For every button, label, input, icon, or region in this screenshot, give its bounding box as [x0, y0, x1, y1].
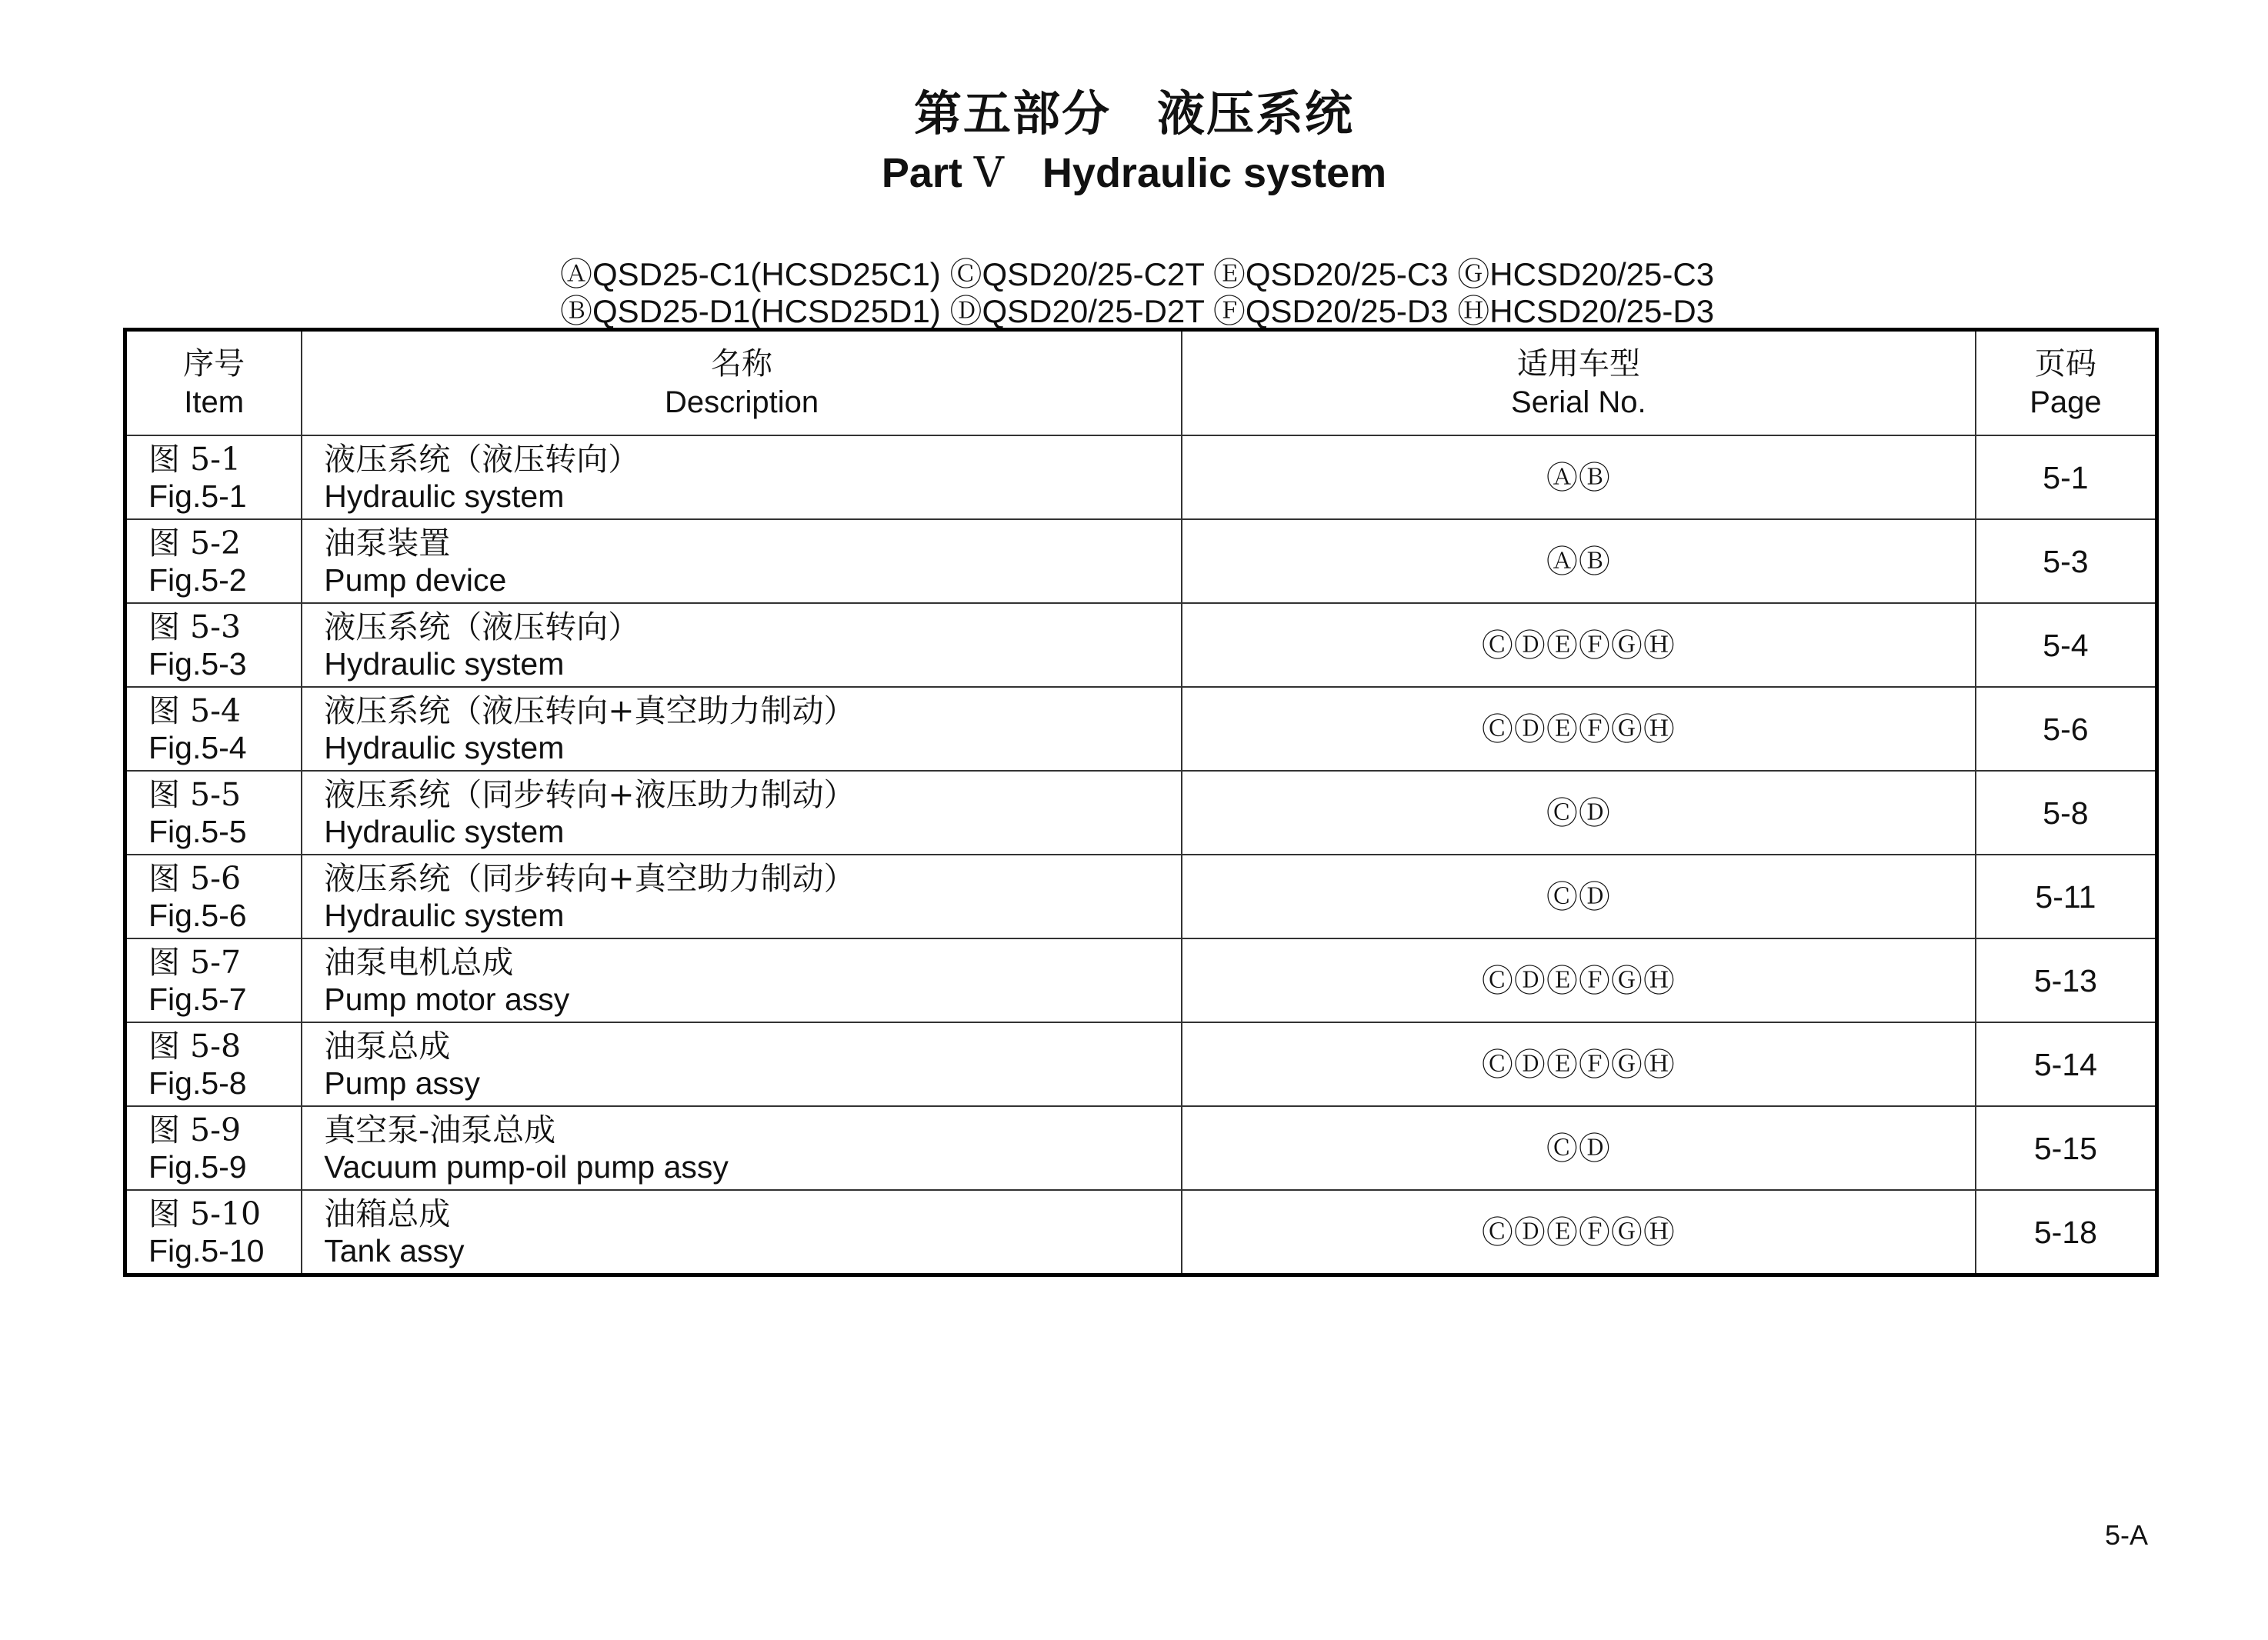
english-title: [0, 148, 2268, 197]
description-cell: [302, 938, 1182, 1022]
item-cell: [125, 687, 302, 771]
item-cell: [125, 938, 302, 1022]
item-label-cn: 图 5-4: [148, 692, 242, 729]
item-cell: [125, 1022, 302, 1106]
description-cn: 液压系统（液压转向）: [324, 440, 640, 478]
table-row[interactable]: [125, 771, 2157, 855]
page-link[interactable]: 5-13: [2033, 962, 2097, 998]
table-row[interactable]: [125, 938, 2157, 1022]
item-label-en: Fig.5-8: [148, 1065, 247, 1101]
item-label-en: Fig.5-1: [148, 478, 247, 514]
header-page-cn: 页码: [2034, 346, 2096, 382]
description-cell: [302, 435, 1182, 519]
header-item-en: Item: [184, 385, 245, 419]
contents-table: [123, 328, 2159, 1277]
header-serial-cn: 适用车型: [1516, 346, 1640, 382]
item-label-cn: 图 5-10: [148, 1195, 262, 1232]
item-cell: [125, 435, 302, 519]
table-row[interactable]: [125, 519, 2157, 603]
models-legend-line-1: ⒶQSD25-C1(HCSD25C1) ⒸQSD20/25-C2T ⒺQSD20/25-C3 ⒼHCSD20/25-C3: [560, 256, 1715, 292]
description-cn: 液压系统（同步转向+真空助力制动）: [324, 859, 856, 897]
description-cn: 液压系统（液压转向+真空助力制动）: [324, 692, 856, 729]
table-row[interactable]: [125, 603, 2157, 687]
item-label-en: Fig.5-4: [148, 729, 247, 765]
page-cell[interactable]: [1976, 771, 2157, 855]
page-cell[interactable]: [1976, 938, 2157, 1022]
header-description-cn: 名称: [711, 346, 773, 382]
description-cn: 油泵电机总成: [324, 943, 514, 981]
item-label-cn: 图 5-7: [148, 943, 242, 981]
serial-cell: [1182, 938, 1976, 1022]
description-cn: 液压系统（同步转向+液压助力制动）: [324, 775, 856, 813]
table-row[interactable]: [125, 855, 2157, 938]
header-description-en: Description: [665, 385, 819, 419]
description-cell: [302, 1106, 1182, 1190]
english-title-prefix: Part: [881, 150, 962, 196]
description-cell: [302, 603, 1182, 687]
serial-models: ⒸⒹⒺⒻⒼⒽ: [1481, 1214, 1676, 1250]
item-cell: [125, 771, 302, 855]
serial-models: ⒸⒹⒺⒻⒼⒽ: [1481, 962, 1676, 998]
table-row[interactable]: [125, 1022, 2157, 1106]
description-cn: 油泵总成: [324, 1027, 451, 1065]
description-cell: [302, 519, 1182, 603]
description-en: Pump motor assy: [324, 981, 570, 1017]
serial-cell: [1182, 687, 1976, 771]
models-legend-line-2: ⒷQSD25-D1(HCSD25D1) ⒹQSD20/25-D2T ⒻQSD20/25-D3 ⒽHCSD20/25-D3: [560, 293, 1715, 329]
page-cell[interactable]: [1976, 519, 2157, 603]
page-link[interactable]: 5-1: [2043, 459, 2089, 495]
item-label-cn: 图 5-2: [148, 524, 242, 562]
page-link[interactable]: 5-3: [2043, 543, 2089, 579]
header-item: [125, 330, 302, 436]
item-label-en: Fig.5-3: [148, 645, 247, 682]
item-label-en: Fig.5-5: [148, 813, 247, 849]
english-title-numeral: Ⅴ: [973, 150, 1004, 196]
item-cell: [125, 1190, 302, 1275]
page-cell[interactable]: [1976, 687, 2157, 771]
header-description: [302, 330, 1182, 436]
header-serial-en: Serial No.: [1511, 385, 1646, 419]
description-en: Hydraulic system: [324, 645, 565, 682]
serial-cell: [1182, 1190, 1976, 1275]
serial-models: ⒶⒷ: [1546, 459, 1611, 495]
header-serial: [1182, 330, 1976, 436]
description-cn: 液压系统（液压转向）: [324, 608, 640, 645]
serial-models: ⒸⒹ: [1546, 1130, 1611, 1166]
serial-models: ⒶⒷ: [1546, 543, 1611, 579]
serial-cell: [1182, 855, 1976, 938]
page-cell[interactable]: [1976, 435, 2157, 519]
description-en: Hydraulic system: [324, 813, 565, 849]
page-link[interactable]: 5-4: [2043, 627, 2089, 663]
description-cell: [302, 1022, 1182, 1106]
description-cell: [302, 687, 1182, 771]
item-label-cn: 图 5-8: [148, 1027, 242, 1065]
serial-models: ⒸⒹ: [1546, 878, 1611, 915]
item-label-cn: 图 5-3: [148, 608, 242, 645]
header-page: [1976, 330, 2157, 436]
description-cell: [302, 855, 1182, 938]
table-row[interactable]: [125, 435, 2157, 519]
page-cell[interactable]: [1976, 1022, 2157, 1106]
item-cell: [125, 1106, 302, 1190]
header-page-en: Page: [2030, 385, 2102, 419]
description-en: Pump assy: [324, 1065, 481, 1101]
table-row[interactable]: [125, 1106, 2157, 1190]
serial-cell: [1182, 771, 1976, 855]
header-item-cn: 序号: [183, 346, 245, 382]
page-number: 5-A: [2105, 1519, 2149, 1551]
item-label-cn: 图 5-9: [148, 1111, 242, 1148]
table-header-row: [125, 330, 2157, 436]
item-label-cn: 图 5-6: [148, 859, 242, 897]
page-link[interactable]: 5-8: [2043, 795, 2089, 831]
chinese-title-part: 第五部分: [913, 85, 1111, 142]
serial-models: ⒸⒹ: [1546, 795, 1611, 831]
page-cell[interactable]: [1976, 1190, 2157, 1275]
description-cn: 油泵装置: [324, 524, 451, 562]
serial-cell: [1182, 1106, 1976, 1190]
page-link[interactable]: 5-6: [2043, 711, 2089, 747]
serial-cell: [1182, 603, 1976, 687]
serial-cell: [1182, 435, 1976, 519]
description-en: Tank assy: [324, 1232, 465, 1268]
description-en: Pump device: [324, 562, 507, 598]
page-cell[interactable]: [1976, 855, 2157, 938]
item-cell: [125, 855, 302, 938]
serial-models: ⒸⒹⒺⒻⒼⒽ: [1481, 711, 1676, 747]
description-cn: 真空泵-油泵总成: [324, 1111, 556, 1148]
serial-models: ⒸⒹⒺⒻⒼⒽ: [1481, 1046, 1676, 1082]
item-label-en: Fig.5-10: [148, 1232, 265, 1268]
item-label-en: Fig.5-6: [148, 897, 247, 933]
description-en: Hydraulic system: [324, 729, 565, 765]
serial-models: ⒸⒹⒺⒻⒼⒽ: [1481, 627, 1676, 663]
page-link[interactable]: 5-18: [2033, 1214, 2097, 1250]
page-link[interactable]: 5-11: [2035, 878, 2096, 915]
item-label-en: Fig.5-7: [148, 981, 247, 1017]
chinese-title: [0, 75, 2268, 144]
page-link[interactable]: 5-15: [2033, 1130, 2097, 1166]
page-cell[interactable]: [1976, 603, 2157, 687]
serial-cell: [1182, 1022, 1976, 1106]
table-row[interactable]: [125, 687, 2157, 771]
description-cell: [302, 1190, 1182, 1275]
description-en: Vacuum pump-oil pump assy: [324, 1148, 729, 1185]
item-label-en: Fig.5-2: [148, 562, 247, 598]
item-label-en: Fig.5-9: [148, 1148, 247, 1185]
description-cell: [302, 771, 1182, 855]
description-en: Hydraulic system: [324, 478, 565, 514]
page-link[interactable]: 5-14: [2033, 1046, 2097, 1082]
english-title-name: Hydraulic system: [1042, 150, 1387, 196]
description-cn: 油箱总成: [324, 1195, 451, 1232]
description-en: Hydraulic system: [324, 897, 565, 933]
item-cell: [125, 603, 302, 687]
item-label-cn: 图 5-1: [148, 440, 242, 478]
page-cell[interactable]: [1976, 1106, 2157, 1190]
item-cell: [125, 519, 302, 603]
serial-cell: [1182, 519, 1976, 603]
item-label-cn: 图 5-5: [148, 775, 242, 813]
chinese-title-name: 液压系统: [1157, 85, 1355, 142]
table-row[interactable]: [125, 1190, 2157, 1275]
